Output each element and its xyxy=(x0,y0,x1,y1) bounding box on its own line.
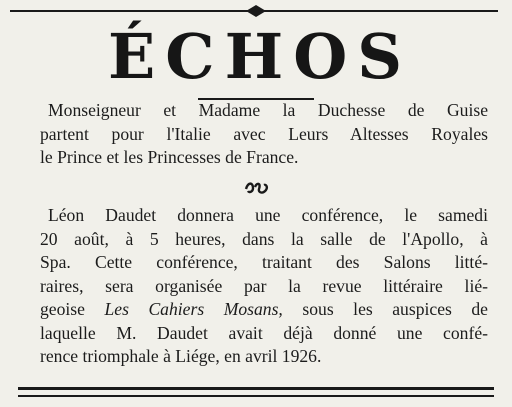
paragraph-line: laquelle M. Daudet avait déjà donné une confé- xyxy=(40,322,488,343)
paragraph-line: raires, sera organisée par la revue littéraire lié- xyxy=(40,275,488,296)
bottom-rule-thick xyxy=(18,387,494,390)
line-prefix: geoise xyxy=(40,299,85,319)
publication-title: Les Cahiers Mosans, xyxy=(104,299,283,319)
line-suffix: sous les auspices de xyxy=(302,299,488,319)
paragraph-line: rence triomphale à Liége, en avril 1926. xyxy=(40,346,322,366)
paragraph-daudet xyxy=(40,204,488,369)
paragraph-line: Léon Daudet donnera une conférence, le samedi xyxy=(48,205,488,225)
paragraph-line: partent pour l'Italie avec Leurs Altesses Royales xyxy=(40,123,488,144)
paragraph-line: Monseigneur et Madame la Duchesse de Guise xyxy=(48,100,488,120)
paragraph-line: le Prince et les Princesses de France. xyxy=(40,147,299,167)
paragraph-duchesse xyxy=(40,99,488,170)
paragraph-line: Spa. Cette conférence, traitant des Salons litté- xyxy=(40,252,488,272)
paragraph-line: 20 août, à 5 heures, dans la salle de l'Apollo, à xyxy=(40,228,488,249)
fleuron-ornament-icon xyxy=(243,180,271,196)
bottom-rule-thin xyxy=(18,395,494,397)
paragraph-line-with-title xyxy=(40,298,488,322)
section-heading: ÉCHOS xyxy=(108,20,412,93)
diamond-ornament-icon xyxy=(246,4,266,18)
